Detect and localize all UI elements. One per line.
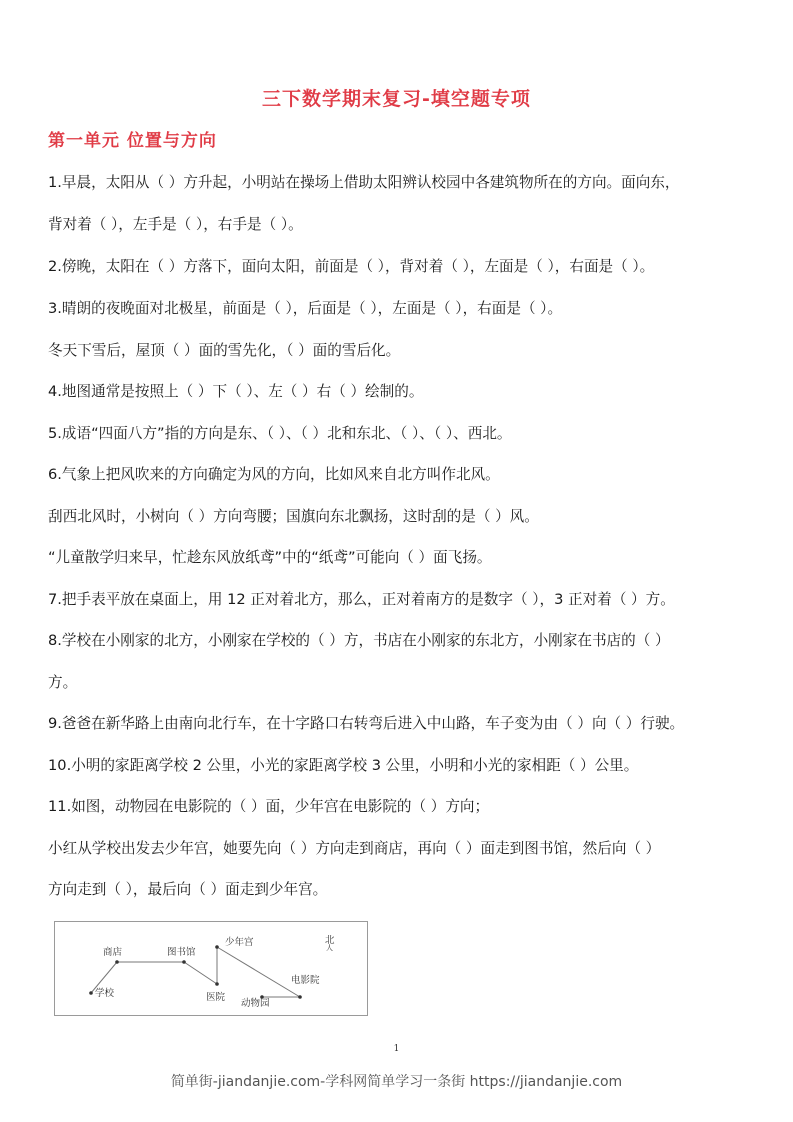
map-north-label: 北 [325, 935, 335, 946]
question-7: 7.把手表平放在桌面上，用 12 正对着北方，那么，正对着南方的是数字（ ），3 正对着（ ）方。 [48, 591, 675, 608]
question-1-line-1: 1.早晨，太阳从（ ）方升起，小明站在操场上借助太阳辨认校园中各建筑物所在的方向。面向东， [48, 174, 680, 191]
question-11-line-3: 方向走到（ ），最后向（ ）面走到少年宫。 [48, 881, 328, 898]
question-11-line-2: 小红从学校出发去少年宫，她要先向（ ）方向走到商店，再向（ ）面走到图书馆，然后向（ ） [48, 840, 661, 857]
footer-watermark: 简单街-jiandanjie.com-学科网简单学习一条街 https://jiandanjie.com [170, 1074, 623, 1090]
map-label-library: 图书馆 [167, 947, 196, 958]
question-6-line-2: 刮西北风时，小树向（ ）方向弯腰；国旗向东北飘扬，这时刮的是（ ）风。 [48, 508, 539, 525]
school-point [89, 991, 93, 995]
shop-point [115, 960, 119, 964]
question-8-line-2: 方。 [48, 674, 78, 691]
north-arrow-icon: 人 [326, 944, 333, 952]
question-1-line-2: 背对着（ ），左手是（ ），右手是（ ）。 [48, 216, 303, 233]
map-figure [54, 921, 368, 1016]
library-point [182, 960, 186, 964]
question-3-line-2: 冬天下雪后，屋顶（ ）面的雪先化，（ ）面的雪后化。 [48, 342, 401, 359]
section-heading-unit-1: 第一单元 位置与方向 [48, 131, 217, 151]
map-label-school: 学校 [95, 988, 115, 999]
page-number: 1 [393, 1044, 400, 1054]
question-10: 10.小明的家距离学校 2 公里，小光的家距离学校 3 公里，小明和小光的家相距（ ）公里。 [48, 757, 639, 774]
map-label-zoo: 动物园 [241, 998, 270, 1009]
hospital-point [215, 982, 219, 986]
question-6-line-1: 6.气象上把风吹来的方向确定为风的方向，比如风来自北方叫作北风。 [48, 466, 500, 483]
question-5: 5.成语“四面八方”指的方向是东、（ ）、（ ）北和东北、（ ）、（ ）、西北。 [48, 425, 512, 442]
map-label-hospital: 医院 [206, 992, 226, 1003]
youth-palace-point [215, 945, 219, 949]
cinema-point [298, 995, 302, 999]
document-title: 三下数学期末复习-填空题专项 [262, 88, 531, 110]
map-label-youth-palace: 少年宫 [225, 937, 254, 948]
question-3-line-1: 3.晴朗的夜晚面对北极星，前面是（ ），后面是（ ），左面是（ ），右面是（ ）。 [48, 300, 563, 317]
map-label-shop: 商店 [103, 947, 123, 958]
question-11-line-1: 11.如图，动物园在电影院的（ ）面，少年宫在电影院的（ ）方向； [48, 798, 490, 815]
map-label-cinema: 电影院 [291, 975, 320, 986]
question-9: 9.爸爸在新华路上由南向北行车，在十字路口右转弯后进入中山路，车子变为由（ ）向（ ）行驶。 [48, 715, 685, 732]
question-8-line-1: 8.学校在小刚家的北方，小刚家在学校的（ ）方，书店在小刚家的东北方，小刚家在书店的（ ） [48, 632, 670, 649]
question-4: 4.地图通常是按照上（ ）下（ ）、左（ ）右（ ）绘制的。 [48, 383, 424, 400]
question-2: 2.傍晚，太阳在（ ）方落下，面向太阳，前面是（ ），背对着（ ），左面是（ ），右面是（ ）。 [48, 258, 655, 275]
question-6-line-3: “儿童散学归来早，忙趁东风放纸鸢”中的“纸鸢”可能向（ ）面飞扬。 [48, 549, 492, 566]
